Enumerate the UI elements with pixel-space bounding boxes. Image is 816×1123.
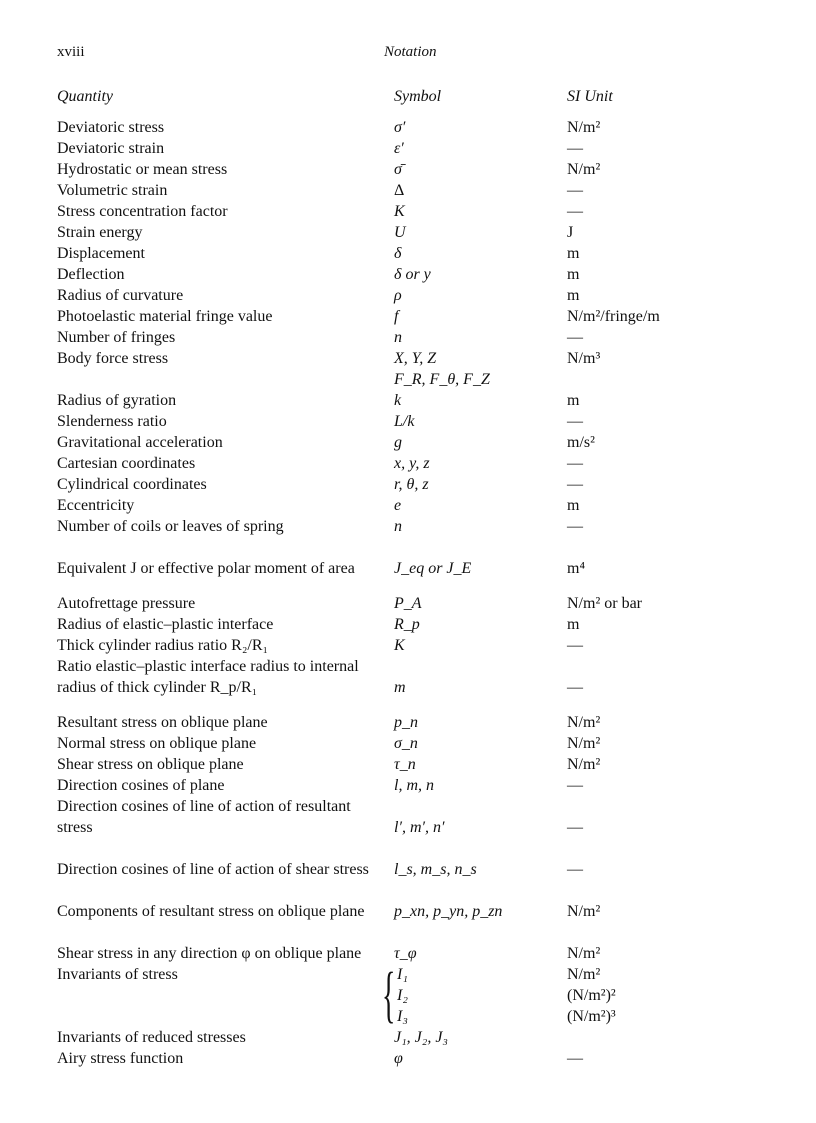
unit-cell: — xyxy=(567,413,583,430)
symbol-cell: J₁, J₂, J₃ xyxy=(394,1029,448,1046)
unit-cell: — xyxy=(567,679,583,696)
quantity-cell: Ratio elastic–plastic interface radius to internal radius of thick cylinder R_p/R₁ xyxy=(57,658,359,696)
symbol-cell: e xyxy=(394,497,402,514)
quantity-cell: Radius of gyration xyxy=(57,392,177,409)
symbol-cell: r, θ, z xyxy=(394,476,429,493)
table-row xyxy=(57,453,777,474)
unit-cell: m xyxy=(567,392,580,409)
table-row xyxy=(57,775,777,796)
table-row xyxy=(57,1027,777,1048)
quantity-cell: Cartesian coordinates xyxy=(57,455,196,472)
table-row xyxy=(57,159,777,180)
symbol-cell: Δ xyxy=(394,182,405,199)
symbol-cell: U xyxy=(394,224,406,241)
table-row xyxy=(57,327,777,348)
unit-cell: — xyxy=(567,637,583,654)
quantity-cell: Stress concentration factor xyxy=(57,203,228,220)
page-number: xviii xyxy=(57,44,85,60)
symbol-cell: σ_n xyxy=(394,735,418,752)
quantity-cell: Gravitational acceleration xyxy=(57,434,223,451)
unit-cell: N/m² xyxy=(567,735,601,752)
symbol-cell: n xyxy=(394,329,402,346)
unit-cell: (N/m²)³ xyxy=(567,1008,616,1025)
quantity-cell: Direction cosines of line of action of resultant stress xyxy=(57,798,351,836)
table-row xyxy=(57,614,777,635)
symbol-cell: F_R, F_θ, F_Z xyxy=(394,371,490,388)
symbol-cell: l_s, m_s, n_s xyxy=(394,861,477,878)
table-row xyxy=(57,495,777,516)
quantity-cell: Eccentricity xyxy=(57,497,135,514)
quantity-cell: Shear stress on oblique plane xyxy=(57,756,244,773)
unit-cell: N/m² xyxy=(567,119,601,136)
quantity-cell: Invariants of reduced stresses xyxy=(57,1029,246,1046)
unit-cell: m⁴ xyxy=(567,560,586,577)
symbol-cell: p_xn, p_yn, p_zn xyxy=(394,903,503,920)
table-row xyxy=(57,432,777,453)
unit-cell: m xyxy=(567,497,580,514)
symbol-cell: P_A xyxy=(394,595,422,612)
unit-cell: N/m² xyxy=(567,945,601,962)
symbol-cell: g xyxy=(394,434,402,451)
symbol-cell: I₂ xyxy=(397,987,408,1004)
symbol-cell: I₃ xyxy=(397,1008,408,1025)
table-row xyxy=(57,474,777,495)
unit-cell: N/m² xyxy=(567,161,601,178)
quantity-cell: Number of fringes xyxy=(57,329,176,346)
notation-table xyxy=(57,117,777,1069)
symbol-cell: σ′ xyxy=(394,119,406,136)
unit-cell: m xyxy=(567,287,580,304)
table-row xyxy=(57,390,777,411)
unit-cell: — xyxy=(567,777,583,794)
quantity-cell: Invariants of stress xyxy=(57,966,178,983)
symbol-cell: δ or y xyxy=(394,266,431,283)
table-row xyxy=(57,922,777,964)
quantity-cell: Deviatoric stress xyxy=(57,119,165,136)
table-row xyxy=(57,712,777,733)
quantity-header: Quantity xyxy=(57,88,113,105)
unit-cell: — xyxy=(567,182,583,199)
quantity-cell: Direction cosines of line of action of shear stress xyxy=(57,861,369,878)
table-row xyxy=(57,516,777,537)
unit-cell: J xyxy=(567,224,574,241)
table-row xyxy=(57,138,777,159)
unit-header: SI Unit xyxy=(567,88,613,105)
table-row xyxy=(57,537,777,579)
quantity-cell: Body force stress xyxy=(57,350,169,367)
unit-cell: — xyxy=(567,203,583,220)
symbol-cell: n xyxy=(394,518,402,535)
unit-cell: (N/m²)² xyxy=(567,987,616,1004)
quantity-cell: Slenderness ratio xyxy=(57,413,167,430)
quantity-cell: Photoelastic material fringe value xyxy=(57,308,273,325)
table-row xyxy=(57,593,777,614)
table-row xyxy=(57,306,777,327)
unit-cell: — xyxy=(567,455,583,472)
table-row xyxy=(57,201,777,222)
invariant-symbols xyxy=(397,964,408,1027)
symbol-cell: m xyxy=(394,679,406,696)
quantity-cell: Thick cylinder radius ratio R₂/R₁ xyxy=(57,637,269,654)
table-row xyxy=(57,369,777,390)
unit-cell: — xyxy=(567,329,583,346)
quantity-cell: Direction cosines of plane xyxy=(57,777,225,794)
unit-cell: N/m²/fringe/m xyxy=(567,308,660,325)
unit-cell: — xyxy=(567,1050,583,1067)
table-row xyxy=(57,117,777,138)
unit-cell: — xyxy=(567,476,583,493)
unit-cell: m xyxy=(567,616,580,633)
table-row xyxy=(57,733,777,754)
unit-cell: m xyxy=(567,266,580,283)
table-row xyxy=(57,1048,777,1069)
unit-cell: N/m² xyxy=(567,966,601,983)
symbol-cell: τ_n xyxy=(394,756,416,773)
table-row xyxy=(57,180,777,201)
table-row xyxy=(57,243,777,264)
table-row xyxy=(57,264,777,285)
quantity-cell: Normal stress on oblique plane xyxy=(57,735,257,752)
quantity-cell: Cylindrical coordinates xyxy=(57,476,207,493)
table-row xyxy=(57,411,777,432)
symbol-cell: l, m, n xyxy=(394,777,434,794)
unit-cell: N/m² xyxy=(567,756,601,773)
quantity-cell: Deviatoric strain xyxy=(57,140,165,157)
symbol-cell: τ_φ xyxy=(394,945,417,962)
quantity-cell: Strain energy xyxy=(57,224,143,241)
quantity-cell: Autofrettage pressure xyxy=(57,595,196,612)
quantity-cell: Shear stress in any direction φ on oblique plane xyxy=(57,945,362,962)
unit-cell: — xyxy=(567,518,583,535)
symbol-cell: p_n xyxy=(394,714,418,731)
table-row xyxy=(57,656,777,698)
quantity-cell: Radius of curvature xyxy=(57,287,184,304)
symbol-cell: δ xyxy=(394,245,402,262)
symbol-cell: I₁ xyxy=(397,966,408,983)
quantity-cell: Radius of elastic–plastic interface xyxy=(57,616,274,633)
quantity-cell: Resultant stress on oblique plane xyxy=(57,714,268,731)
symbol-cell: ρ xyxy=(394,287,402,304)
curly-brace: { xyxy=(382,961,396,1029)
unit-cell: N/m² or bar xyxy=(567,595,642,612)
table-row xyxy=(57,838,777,880)
table-row xyxy=(57,880,777,922)
symbol-cell: K xyxy=(394,637,405,654)
invariants-of-stress-block xyxy=(57,961,777,1029)
symbol-cell: ε′ xyxy=(394,140,404,157)
quantity-cell: Airy stress function xyxy=(57,1050,184,1067)
unit-cell: N/m² xyxy=(567,714,601,731)
quantity-cell: Volumetric strain xyxy=(57,182,168,199)
symbol-cell: K xyxy=(394,203,405,220)
quantity-cell: Hydrostatic or mean stress xyxy=(57,161,228,178)
symbol-cell: x, y, z xyxy=(394,455,430,472)
symbol-cell: k xyxy=(394,392,402,409)
symbol-cell: l′, m′, n′ xyxy=(394,819,445,836)
table-row xyxy=(57,796,777,838)
unit-cell: — xyxy=(567,819,583,836)
quantity-cell: Equivalent J or effective polar moment of area xyxy=(57,560,355,577)
symbol-cell: σ̄ xyxy=(394,161,402,178)
symbol-cell: J_eq or J_E xyxy=(394,560,472,577)
symbol-header: Symbol xyxy=(394,88,442,105)
running-head: Notation xyxy=(384,44,437,60)
table-row xyxy=(57,635,777,656)
quantity-cell: Components of resultant stress on oblique plane xyxy=(57,903,365,920)
unit-cell: N/m² xyxy=(567,903,601,920)
symbol-cell: L/k xyxy=(394,413,415,430)
symbol-cell: f xyxy=(394,308,399,325)
symbol-cell: R_p xyxy=(394,616,420,633)
quantity-cell: Deflection xyxy=(57,266,125,283)
unit-cell: N/m³ xyxy=(567,350,601,367)
unit-cell: — xyxy=(567,861,583,878)
symbol-cell: φ xyxy=(394,1050,403,1067)
invariant-units xyxy=(567,964,616,1027)
table-row xyxy=(57,348,777,369)
table-row xyxy=(57,222,777,243)
table-row xyxy=(57,285,777,306)
symbol-cell: X, Y, Z xyxy=(394,350,437,367)
unit-cell: m xyxy=(567,245,580,262)
table-row xyxy=(57,754,777,775)
unit-cell: m/s² xyxy=(567,434,595,451)
quantity-cell: Displacement xyxy=(57,245,145,262)
quantity-cell: Number of coils or leaves of spring xyxy=(57,518,284,535)
unit-cell: — xyxy=(567,140,583,157)
